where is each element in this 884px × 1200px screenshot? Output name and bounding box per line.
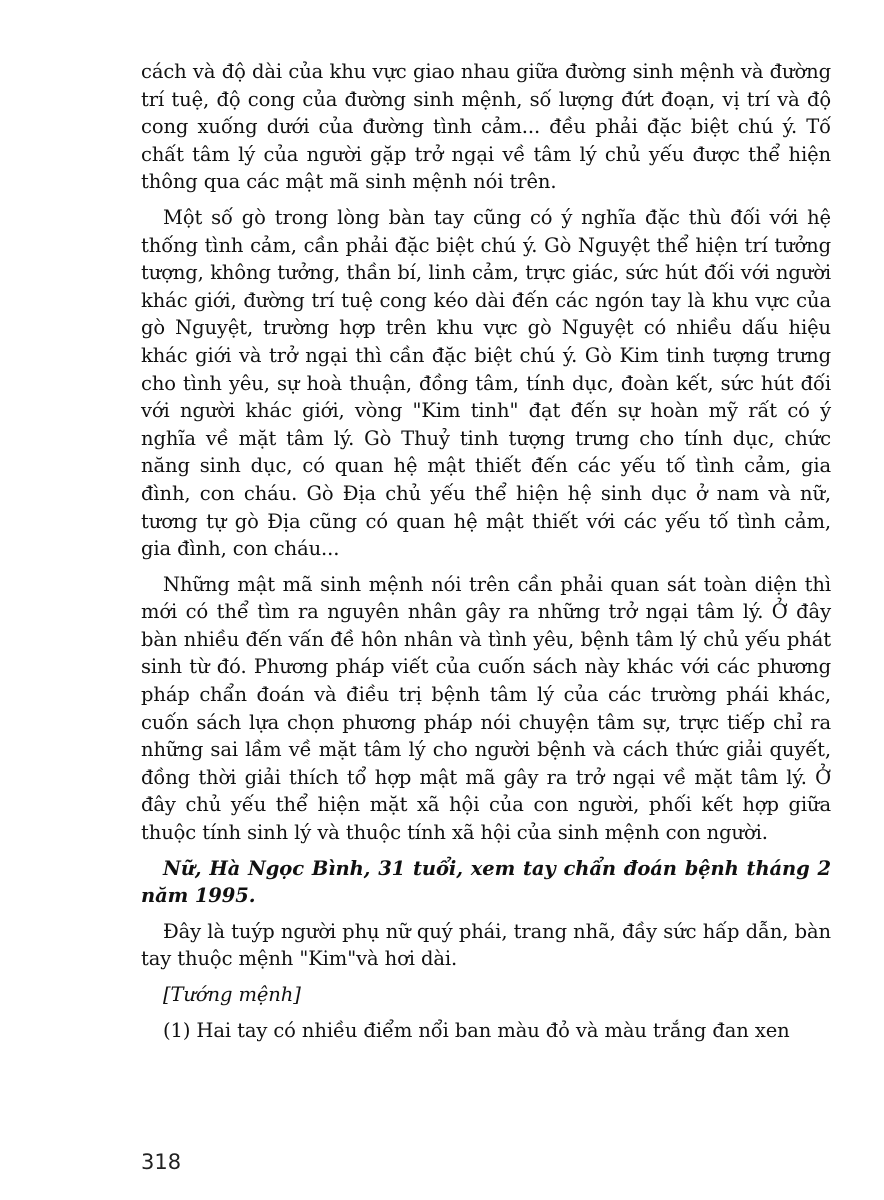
body-text <box>141 58 831 1052</box>
case-intro: Đây là tuýp người phụ nữ quý phái, trang nhã, đầy sức hấp dẫn, bàn tay thuộc mệnh "Kim"và hơi dài. <box>141 919 831 971</box>
paragraph-method: Những mật mã sinh mệnh nói trên cần phải quan sát toàn diện thì mới có thể tìm ra nguyên nhân gây ra những trở ngại tâm lý. Ở đây bàn nhiều đến vấn đề hôn nhân và tình yêu, bệnh tâm lý chủ yếu phát sinh từ đó. Phương pháp viết của cuốn sách này khác với các phương pháp chẩn đoán và điều trị bệnh tâm lý của các trường phái khác, cuốn sách lựa chọn phương pháp nói chuyện tâm sự, trực tiếp chỉ ra những sai lầm về mặt tâm lý cho người bệnh và cách thức giải quyết, đồng thời giải thích tổ hợp mật mã gây ra trở ngại về mặt tâm lý. Ở đây chủ yếu thể hiện mặt xã hội của con người, phối kết hợp giữa thuộc tính sinh lý và thuộc tính xã hội của sinh mệnh con người. <box>141 572 831 845</box>
paragraph-palm-mounts: Một số gò trong lòng bàn tay cũng có ý nghĩa đặc thù đối với hệ thống tình cảm, cần phải đặc biệt chú ý. Gò Nguyệt thể hiện trí tưởng tượng, không tưởng, thần bí, linh cảm, trực giác, sức hút đối với người khác giới, đường trí tuệ cong kéo dài đến các ngón tay là khu vực của gò Nguyệt, trường hợp trên khu vực gò Nguyệt có nhiều dấu hiệu khác giới và trở ngại thì cần đặc biệt chú ý. Gò Kim tinh tượng trưng cho tình yêu, sự hoà thuận, đồng tâm, tính dục, đoàn kết, sức hút đối với người khác giới, vòng "Kim tinh" đạt đến sự hoàn mỹ rất có ý nghĩa về mặt tâm lý. Gò Thuỷ tinh tượng trưng cho tính dục, chức năng sinh dục, có quan hệ mật thiết đến các yếu tố tình cảm, gia đình, con cháu. Gò Địa chủ yếu thể hiện hệ sinh dục ở nam và nữ, tương tự gò Địa cũng có quan hệ mật thiết với các yếu tố tình cảm, gia đình, con cháu... <box>141 205 831 561</box>
section-label: [Tướng mệnh] <box>163 983 301 1006</box>
page-number: 318 <box>141 1150 182 1174</box>
paragraph-continuation: cách và độ dài của khu vực giao nhau giữa đường sinh mệnh và đường trí tuệ, độ cong của đường sinh mệnh, số lượng đứt đoạn, vị trí và độ cong xuống dưới của đường tình cảm... đều phải đặc biệt chú ý. Tố chất tâm lý của người gặp trở ngại về tâm lý chủ yếu được thể hiện thông qua các mật mã sinh mệnh nói trên. <box>141 60 831 194</box>
case-heading: Nữ, Hà Ngọc Bình, 31 tuổi, xem tay chẩn đoán bệnh tháng 2 năm 1995. <box>141 856 831 908</box>
list-item-1: (1) Hai tay có nhiều điểm nổi ban màu đỏ và màu trắng đan xen <box>163 1018 790 1042</box>
